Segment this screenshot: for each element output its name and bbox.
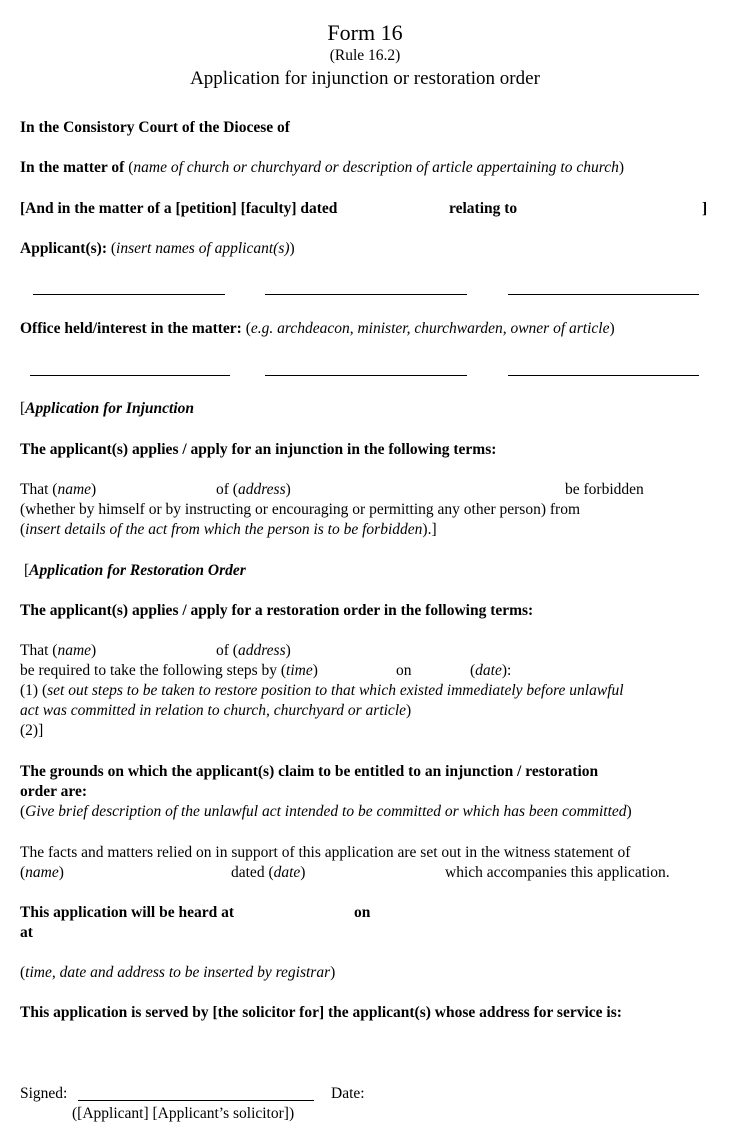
form-subtitle: Application for injunction or restoration order	[190, 68, 540, 89]
signatory-role: ([Applicant] [Applicant’s solicitor])	[72, 1105, 295, 1122]
restoration-that: That (name)	[20, 642, 97, 659]
applicant-name-field-3[interactable]	[508, 294, 699, 295]
injunction-forbidden: be forbidden	[565, 481, 644, 498]
restoration-statement: The applicant(s) applies / apply for a restoration order in the following terms:	[20, 602, 534, 619]
applicant-name-field-2[interactable]	[265, 294, 467, 295]
hearing-hint-line: (time, date and address to be inserted by registrar)	[20, 964, 336, 981]
office-field-3[interactable]	[508, 375, 699, 376]
hearing-at: at	[20, 924, 33, 941]
form-title: Form 16	[327, 20, 403, 45]
restoration-heading-line: [Application for Restoration Order	[24, 562, 246, 579]
injunction-heading-line: [Application for Injunction	[20, 400, 194, 417]
hearing-hint: time, date and address to be inserted by registrar	[25, 964, 331, 981]
office-field-2[interactable]	[265, 375, 467, 376]
matter-hint: name of church or churchyard or description of article appertaining to church	[133, 159, 619, 176]
restoration-item1-a: (1) (set out steps to be taken to restore position to that which existed immediately before unlawful	[20, 682, 624, 699]
matter-line: In the matter of (name of church or churchyard or description of article appertaining to church)	[20, 159, 624, 176]
office-line: Office held/interest in the matter: (e.g. archdeacon, minister, churchwarden, owner of article)	[20, 320, 615, 337]
facts-accompanies: which accompanies this application.	[445, 864, 670, 881]
office-label: Office held/interest in the matter:	[20, 320, 242, 337]
restoration-on: on	[396, 662, 412, 679]
office-field-1[interactable]	[30, 375, 230, 376]
injunction-line2: (whether by himself or by instructing or encouraging or permitting any other person) from	[20, 501, 581, 518]
restoration-date: (date):	[470, 662, 512, 679]
office-hint: e.g. archdeacon, minister, churchwarden, owner of article	[250, 320, 610, 337]
petition-text: [And in the matter of a [petition] [faculty] dated	[20, 200, 338, 217]
applicant-name-field-1[interactable]	[33, 294, 225, 295]
injunction-that: That (name)	[20, 481, 97, 498]
court-label: In the Consistory Court of the Diocese of	[20, 119, 290, 136]
restoration-item1-b: act was committed in relation to church, churchyard or article)	[20, 702, 412, 719]
grounds-hint-line: (Give brief description of the unlawful act intended to be committed or which has been committed)	[20, 803, 632, 820]
injunction-statement: The applicant(s) applies / apply for an injunction in the following terms:	[20, 441, 497, 458]
petition-relating: relating to	[449, 200, 518, 217]
applicants-hint: insert names of applicant(s)	[116, 240, 290, 257]
date-label: Date:	[331, 1085, 365, 1102]
injunction-of: of (address)	[216, 481, 291, 498]
form-rule: (Rule 16.2)	[329, 47, 401, 64]
signature-field[interactable]	[78, 1100, 314, 1101]
grounds-line1: The grounds on which the applicant(s) claim to be entitled to an injunction / restoration	[20, 763, 599, 780]
restoration-of: of (address)	[216, 642, 291, 659]
applicants-line: Applicant(s): (insert names of applicant(s))	[20, 240, 295, 257]
restoration-steps: be required to take the following steps by (time)	[20, 662, 318, 679]
petition-bracket: ]	[702, 200, 708, 217]
injunction-heading: Application for Injunction	[25, 400, 194, 417]
restoration-item2: (2)]	[20, 722, 44, 739]
hearing-heard: This application will be heard at	[20, 904, 235, 921]
restoration-heading: Application for Restoration Order	[29, 562, 246, 579]
signed-label: Signed:	[20, 1085, 68, 1102]
injunction-line3: (insert details of the act from which the person is to be forbidden).]	[20, 521, 437, 538]
service-text: This application is served by [the solicitor for] the applicant(s) whose address for service is:	[20, 1004, 622, 1021]
grounds-line2: order are:	[20, 783, 87, 800]
facts-dated: dated (date)	[231, 864, 306, 881]
grounds-hint: Give brief description of the unlawful act intended to be committed or which has been committed	[25, 803, 627, 820]
matter-label: In the matter of	[20, 159, 125, 176]
applicants-label: Applicant(s):	[20, 240, 107, 257]
facts-name: (name)	[20, 864, 64, 881]
facts-line1: The facts and matters relied on in support of this application are set out in the witness statement of	[20, 844, 631, 861]
hearing-on: on	[354, 904, 371, 921]
